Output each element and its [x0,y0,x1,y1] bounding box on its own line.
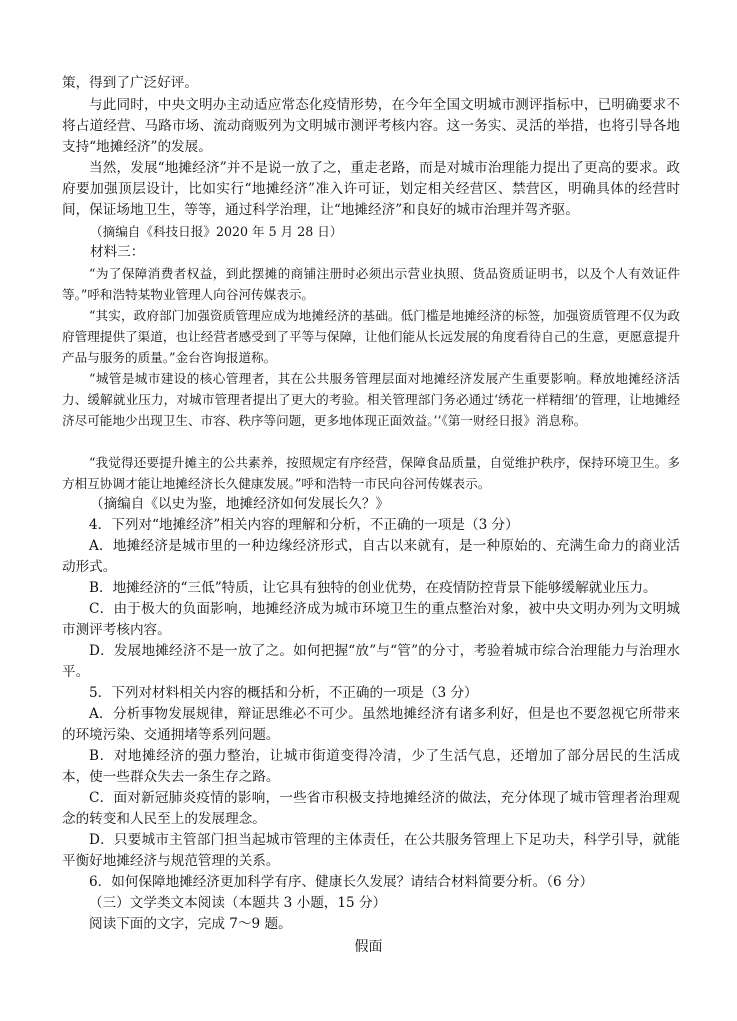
question-4: 4．下列对“地摊经济”相关内容的理解和分析，不正确的一项是（3 分） [89,517,519,533]
section-heading-literary: （三）文学类文本阅读（本题共 3 小题，15 分） [89,895,387,911]
question-5-option-a: A．分析事物发展规律，辩证思维必不可少。虽然地摊经济有诸多利好，但是也不要忽视它所带来的环境污染、交通拥堵等系列问题。 [62,706,680,744]
paragraph-jintai-consulting: “其实，政府部门加强资质管理应成为地摊经济的基础。低门槛是地摊经济的标签，加强资质管理不仅为政府管理提供了渠道，也让经营者感受到了平等与保障，让他们能从长远发展的角度看待自己的生意，更愿意提升产品与服务的质量。”金台咨询报道称。 [62,308,680,366]
question-4-option-b: B．地摊经济的“三低”特质，让它具有独特的创业优势，在疫情防控背景下能够缓解就业压力。 [89,580,657,596]
paragraph-city-management: “城管是城市建设的核心管理者，其在公共服务管理层面对地摊经济发展产生重要影响。释放地摊经济活力、缓解就业压力，对城市管理者提出了更大的考验。相关管理部门务必通过‘绣花一样精细’的管理，让地摊经济尽可能地少出现卫生、市容、秩序等问题，更多地体现正面效益。’’《第一财经日报》消息称。 [62,371,680,429]
question-5: 5．下列对材料相关内容的概括和分析，不正确的一项是（3 分） [89,685,478,701]
paragraph-governance: 当然，发展“地摊经济”并不是说一放了之，重走老路，而是对城市治理能力提出了更高的要求。政府要加强顶层设计，比如实行“地摊经济”准入许可证，划定相关经营区、禁营区，明确具体的经营时间，保证场地卫生，等等，通过科学治理，让“地摊经济”和良好的城市治理并驾齐驱。 [62,160,680,219]
paragraph-continuation: 策，得到了广泛好评。 [62,75,198,91]
question-5-option-d: D．只要城市主管部门担当起城市管理的主体责任，在公共服务管理上下足功夫，科学引导，就能平衡好地摊经济与规范管理的关系。 [62,832,680,870]
source-note-history: （摘编自《以史为鉴，地摊经济如何发展长久？》 [90,496,390,512]
paragraph-property-manager: “为了保障消费者权益，到此摆摊的商铺注册时必须出示营业执照、货品资质证明书，以及个人有效证件等。”呼和浩特某物业管理人向谷河传媒表示。 [62,266,680,303]
material-three-heading: 材料三： [90,244,145,260]
passage-title: 假面 [354,939,383,955]
question-5-option-c: C．面对新冠肺炎疫情的影响，一些省市积极支持地摊经济的做法，充分体现了城市管理者治理观念的转变和人民至上的发展理念。 [62,790,680,828]
source-note-science-daily: （摘编自《科技日报》2020 年 5 月 28 日） [90,224,343,239]
paragraph-civilization-office: 与此同时，中央文明办主动适应常态化疫情形势，在今年全国文明城市测评指标中，已明确要求不将占道经营、马路市场、流动商贩列为文明城市测评考核内容。这一务实、灵活的举措，也将引导各地支持“地摊经济”的发展。 [62,97,680,156]
reading-instruction: 阅读下面的文字，完成 7～9 题。 [89,916,292,932]
question-6: 6．如何保障地摊经济更加科学有序、健康长久发展？请结合材料简要分析。（6 分） [89,874,594,890]
question-4-option-d: D．发展地摊经济不是一放了之。如何把握“放”与“管”的分寸，考验着城市综合治理能力与治理水平。 [62,643,680,681]
question-5-option-b: B．对地摊经济的强力整治，让城市街道变得冷清，少了生活气息，还增加了部分居民的生活成本，使一些群众失去一条生存之路。 [62,748,680,786]
question-4-option-c: C．由于极大的负面影响，地摊经济成为城市环境卫生的重点整治对象，被中央文明办列为文明城市测评考核内容。 [62,601,680,639]
question-4-option-a: A．地摊经济是城市里的一种边缘经济形式，自古以来就有，是一种原始的、充满生命力的商业活动形式。 [62,538,680,576]
paragraph-citizen-opinion: “我觉得还要提升摊主的公共素养，按照规定有序经营，保障食品质量，自觉维护秩序，保持环境卫生。多方相互协调才能让地摊经济长久健康发展。”呼和浩特一市民向谷河传媒表示。 [62,455,680,492]
